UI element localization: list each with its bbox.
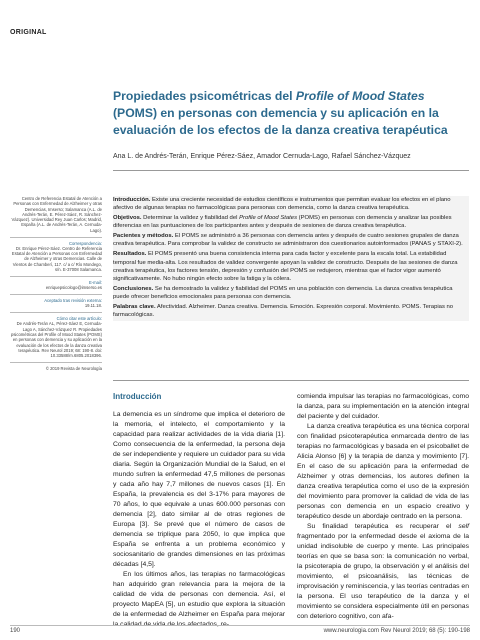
abstract-divider <box>113 380 469 381</box>
section-label: ORIGINAL <box>10 29 47 36</box>
body-paragraph: La demencia es un síndrome que implica el deterioro de la memoria, el intelecto, el comportamiento y la capacidad para realizar actividades de la vida diaria [1]. Como consecuencia de la enfermedad, la persona deja de ser independiente y requiere un cuidador para su vida diaria. Según la Organización Mundial de la Salud, en el mundo sufren la enfermedad 47,5 millones de personas y cada año hay 7,7 millones de nuevos casos [1]. En España, la prevalencia es del 3-17% para mayores de 70 años, lo que equivale a unas 600.000 personas con demencia [2], dato similar al de otras regiones de Europa [3]. Se prevé que el número de casos de demencia se triplique para 2050, lo que implica que España se enfrenta a un problema económico y sociosanitario de grandes dimensiones en las próximas décadas [4,5]. <box>113 411 285 568</box>
abstract-keywords <box>113 303 469 320</box>
page-number: 190 <box>10 628 21 634</box>
citation-heading: Cómo citar este artículo: <box>56 316 102 322</box>
abstract-objectives-italic: Profile of Mood States <box>239 215 298 222</box>
sidebar-divider <box>10 362 102 363</box>
affiliation: Centro de Referencia Estatal de Atención a Personas con Enfermedad de Alzheimer y otras Demencias, Imserso; Salamanca (A.L. de Andrés-Terán, E. Pérez-Sáez, R. Sánchez-Vázquez). Universidad Rey Juan Carlos; Madrid, España (A.L. de Andrés-Terán, A. Cernuda-Lago). <box>11 196 102 233</box>
abstract-conclusions <box>113 285 469 302</box>
sidebar-divider <box>10 276 102 277</box>
body-paragraph <box>297 522 469 622</box>
accepted-date: 19.11.18. <box>84 303 102 309</box>
correspondence-heading: Correspondencia: <box>68 240 102 246</box>
copyright: © 2019 Revista de Neurología <box>45 365 102 371</box>
title-part-2: (POMS) en personas con demencia y su aplicación en la evaluación de los efectos de la danza creativa terapéutica <box>113 106 448 137</box>
citation-text: De Andrés-Terán AL, Pérez-Sáez E, Cernuda-Lago A, Sánchez-Vázquez R. Propiedades psicométricas del Profile of Mood States (POMS) en personas con demencia y su aplicación en la evaluación de los efectos de la danza creativa terapéutica. Rev Neurol 2019; 68: 190-8. doi: 10.33588/rn.6805.2018396. <box>11 321 102 359</box>
abstract-keywords-label: Palabras clave. <box>113 304 156 311</box>
abstract-keywords-text: Afectividad. Alzheimer. Danza creativa. Demencia. Emoción. Expresión corporal. Movimiento. POMS. Terapias no farmacológicas. <box>113 304 454 319</box>
abstract-methods-label: Pacientes y métodos. <box>113 233 174 240</box>
abstract-results-text: El POMS presentó una buena consistencia interna para cada factor y excelente para la escala total. La estabilidad temporal fue media-alta. Los resultados de validez convergente apoyan la validez de constructo. Después de las sesiones de danza creativa terapéutica, los factores tensión, depresión y confusión del POMS se redujeron, mientras que el factor vigor aumentó significativamente. No hubo ningún efecto sobre la fatiga y la cólera. <box>113 251 458 283</box>
body-column-1 <box>113 392 285 630</box>
body-column-2 <box>297 392 469 622</box>
abstract-intro-text: Existe una creciente necesidad de estudios científicos e instrumentos que permitan evaluar los efectos en el plano afectivo de algunas terapias no farmacológicas para personas con demencia, como la danza creativa terapéutica. <box>113 197 451 212</box>
abstract-objectives-text: Determinar la validez y fiabilidad del <box>143 215 240 222</box>
sidebar-divider <box>10 312 102 313</box>
body-paragraph: En los últimos años, las terapias no farmacológicas han adquirido gran relevancia para la mejora de la calidad de vida de personas con demencia. Así, el proyecto MapEA [5], un estudio que explora la situación de la enfermedad de Alzheimer en España para mejorar la calidad de vida de los afectados, re- <box>113 571 285 628</box>
abstract-objectives-label: Objetivos. <box>113 215 142 222</box>
abstract <box>113 196 469 321</box>
body-text: Su finalidad terapéutica es recuperar el <box>307 523 459 530</box>
journal-reference: www.neurologia.com Rev Neurol 2019; 68 (5): 190-198 <box>323 628 470 634</box>
body-italic: self <box>458 523 469 530</box>
accepted-heading: Aceptado tras revisión externa: <box>44 297 102 303</box>
abstract-objectives-text-2: (POMS) en personas con demencia y analizar las posibles diferencias en las puntuaciones de los participantes antes y después de sesiones de danza creativa terapéutica. <box>113 215 452 230</box>
body-paragraph: La danza creativa terapéutica es una técnica corporal con finalidad psicoterapéutica enmarcada dentro de las terapias no farmacológicas y basada en el psicoballet de Alicia Alonso [6] y la terapia de danza y movimiento [7]. En el caso de su aplicación para la enfermedad de Alzheimer y otras demencias, los autores definen la danza creativa terapéutica como el uso de la expresión del movimiento para promover la calidad de vida de las personas con demencia en un espacio creativo y terapéutico desde un abordaje centrado en la persona. <box>297 423 469 520</box>
abstract-conclusions-label: Conclusiones. <box>113 285 154 292</box>
sidebar <box>10 196 102 375</box>
abstract-results <box>113 250 469 283</box>
author-list: Ana L. de Andrés-Terán, Enrique Pérez-Sáez, Amador Cernuda-Lago, Rafael Sánchez-Vázquez <box>113 153 411 160</box>
abstract-conclusions-text: Se ha demostrado la validez y fiabilidad del POMS en una población con demencia. La danza creativa terapéutica puede ofrecer beneficios emocionales para personas con demencia. <box>113 285 453 301</box>
email-address[interactable]: enriquepsicologo@imserso.es <box>45 285 102 291</box>
title-italic: Profile of Mood States <box>295 89 425 103</box>
sidebar-divider <box>10 237 102 238</box>
abstract-objectives <box>113 214 469 231</box>
abstract-intro <box>113 196 469 213</box>
abstract-results-label: Resultados. <box>113 251 147 258</box>
sidebar-divider <box>10 294 102 295</box>
title-part-1: Propiedades psicométricas del <box>113 89 296 103</box>
abstract-methods-text: El POMS se administró a 36 personas con demencia antes y después de cuatro sesiones grupales de danza creativa terapéutica. Para comprobar la validez de constructo se administraron dos cuestionarios autoinformados (PANAS y STAXI-2). <box>113 233 463 248</box>
title-divider <box>113 170 469 171</box>
correspondence-address: Dr. Enrique Pérez-Sáez. Centro de Referencia Estatal de Atención a Personas con Enfermedad de Alzheimer y otras Demencias. Calle de Vientos de Chamberí, 117. c/ a c/ Río Mondego, s/n. E-37008 Salamanca. <box>11 245 102 273</box>
body-text: fragmentado por la enfermedad desde el axioma de la unidad indisoluble de cuerpo y mente. Las principales teorías en que se basa son: la comunicación no verbal, la psicoterapia de grupo, la observación y el análisis del movimiento, el psicoanálisis, las técnicas de improvisación y reminiscencia, y las teorías centradas en la persona. El uso terapéutico de la danza y el movimiento se considera especialmente útil en personas con deterioro cognitivo, con afa- <box>297 533 469 620</box>
article-title <box>113 88 463 139</box>
footer-divider <box>10 625 470 626</box>
abstract-intro-label: Introducción. <box>113 197 151 203</box>
intro-heading: Introducción <box>113 392 162 401</box>
abstract-methods <box>113 232 469 249</box>
email-heading: E-mail: <box>88 279 102 285</box>
body-paragraph: comienda impulsar las terapias no farmacológicas, como la danza, para su implementación en la atención integral del paciente y del cuidador. <box>297 393 469 420</box>
